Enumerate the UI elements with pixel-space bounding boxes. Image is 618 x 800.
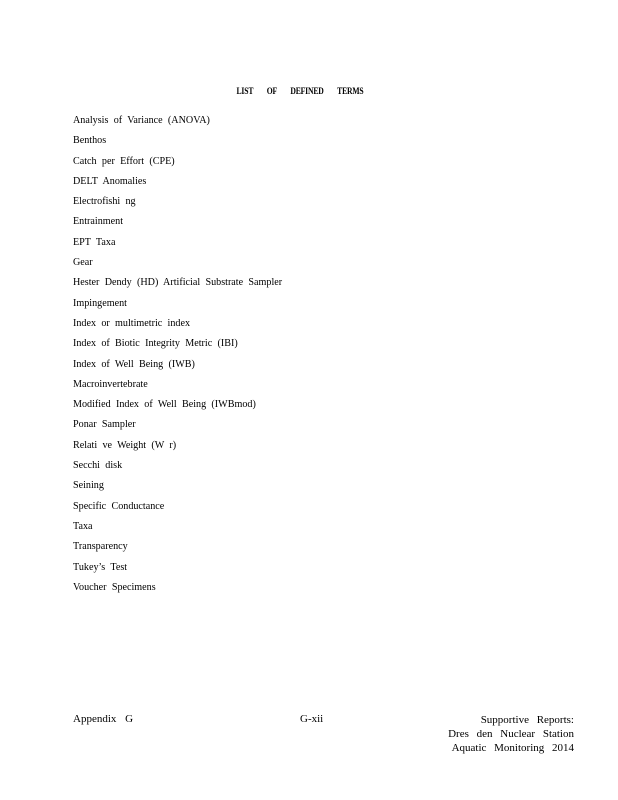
footer-page-number: G-xii: [300, 713, 324, 725]
list-item: Impingement: [73, 296, 127, 309]
footer-report-line: Dres den Nuclear Station: [448, 728, 574, 740]
list-item: Relati ve Weight (W r): [73, 438, 177, 451]
list-item: Specific Conductance: [73, 499, 165, 512]
list-item: Ponar Sampler: [73, 418, 136, 431]
list-item: Benthos: [73, 134, 107, 147]
footer-report-line: Supportive Reports:: [480, 714, 574, 726]
footer-appendix-label: Appendix G: [73, 713, 134, 725]
list-item: Transparency: [73, 540, 128, 553]
list-item: Voucher Specimens: [73, 580, 156, 593]
list-item: Tukey’s Test: [73, 560, 128, 573]
footer-report-line: Aquatic Monitoring 2014: [451, 742, 574, 754]
page-title: LIST OF DEFINED TERMS: [236, 86, 364, 96]
list-item: DELT Anomalies: [73, 174, 147, 187]
footer-report-info: [448, 713, 574, 755]
list-item: Index of Well Being (IWB): [73, 357, 195, 370]
list-item: Catch per Effort (CPE): [73, 154, 175, 167]
list-item: Electrofishi ng: [73, 195, 136, 208]
list-item: Seining: [73, 479, 104, 492]
list-item: Macroinvertebrate: [73, 377, 148, 390]
list-item: Index or multimetric index: [73, 316, 191, 329]
list-item: Analysis of Variance (ANOVA): [73, 114, 210, 126]
list-item: Modified Index of Well Being (IWBmod): [73, 398, 256, 411]
list-item: EPT Taxa: [73, 235, 116, 248]
list-item: Hester Dendy (HD) Artificial Substrate Sampler: [73, 276, 283, 289]
list-item: Taxa: [73, 519, 93, 532]
list-item: Secchi disk: [73, 459, 123, 472]
list-item: Index of Biotic Integrity Metric (IBI): [73, 337, 238, 350]
defined-terms-list: [73, 110, 300, 597]
list-item: Entrainment: [73, 215, 124, 228]
list-item: Gear: [73, 256, 93, 269]
